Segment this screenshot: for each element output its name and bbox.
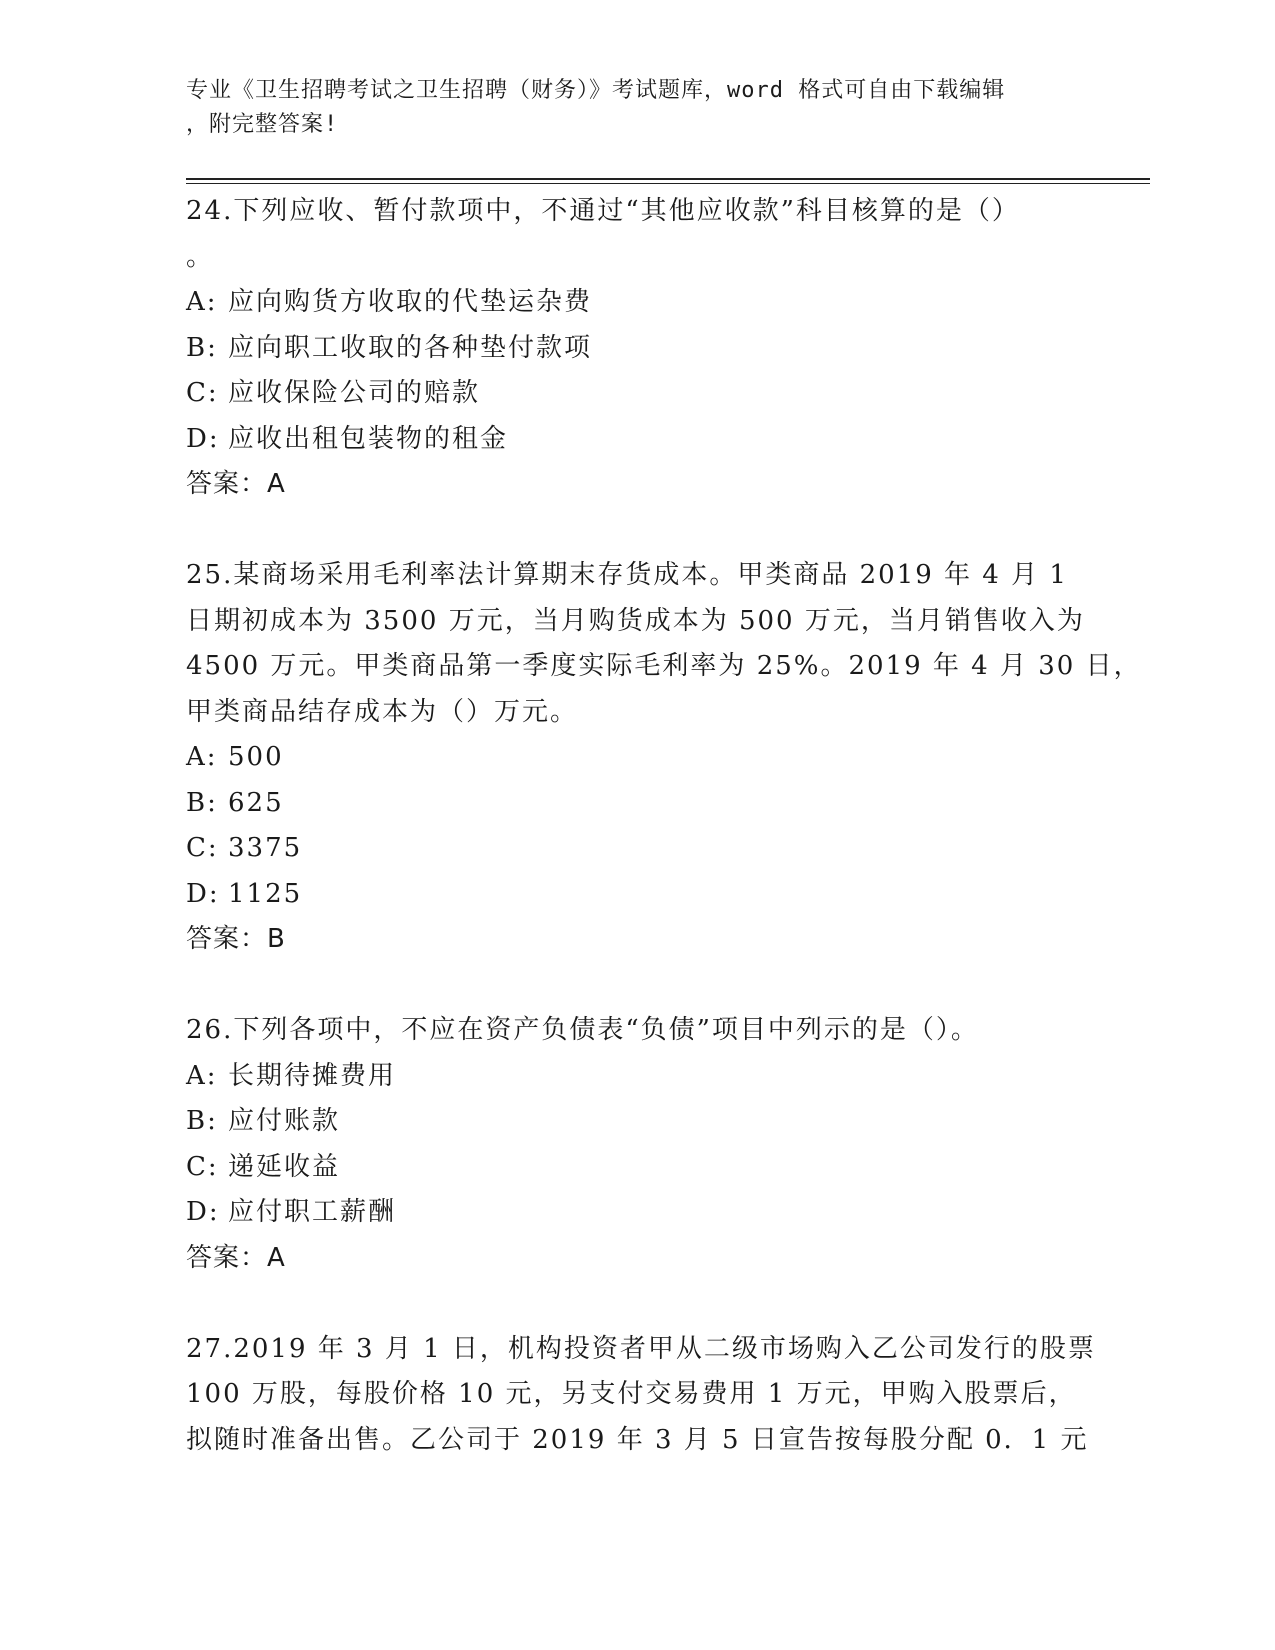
- question-stem-line: 27.2019 年 3 月 1 日，机构投资者甲从二级市场购入乙公司发行的股票: [186, 1333, 1096, 1364]
- option-a: [186, 280, 1086, 326]
- question-stem-line: 100 万股，每股价格 10 元，另支付交易费用 1 万元，甲购入股票后，: [186, 1379, 1077, 1409]
- option-key: A:: [186, 742, 218, 772]
- option-b: [186, 326, 1086, 372]
- option-c: [186, 826, 1086, 872]
- option-key: A:: [186, 287, 218, 317]
- option-key: A:: [186, 1060, 218, 1091]
- answer-line: 答案：A: [186, 1242, 286, 1273]
- question-26: [186, 1008, 1086, 1281]
- question-stem-line: 25.某商场采用毛利率法计算期末存货成本。甲类商品 2019 年 4 月 1: [186, 560, 1068, 590]
- option-key: B:: [186, 1106, 218, 1136]
- question-25: [186, 553, 1142, 963]
- option-d: [186, 1190, 1086, 1236]
- option-key: C:: [186, 833, 219, 863]
- option-b: [186, 781, 1086, 827]
- spacer: [186, 963, 1086, 1009]
- question-stem-line: 4500 万元。甲类商品第一季度实际毛利率为 25%。2019 年 4 月 30 日，: [186, 651, 1142, 681]
- question-stem-line: 26.下列各项中，不应在资产负债表“负债”项目中列示的是（）。: [186, 1015, 979, 1045]
- option-key: D:: [186, 423, 220, 454]
- option-text: 长期待摊费用: [228, 1060, 397, 1091]
- question-list: [186, 189, 1142, 1463]
- document-header: [186, 74, 1066, 142]
- option-key: C:: [186, 378, 219, 408]
- question-24: [186, 189, 1086, 508]
- question-stem-line: 。: [186, 241, 215, 272]
- option-c: [186, 371, 1086, 417]
- option-text: 应向职工收取的各种垫付款项: [228, 332, 593, 363]
- option-c: [186, 1145, 1086, 1191]
- question-stem-line: 拟随时准备出售。乙公司于 2019 年 3 月 5 日宣告按每股分配 0．1 元: [186, 1424, 1089, 1455]
- option-text: 500: [228, 742, 284, 772]
- option-text: 625: [228, 787, 284, 818]
- option-text: 应付账款: [228, 1106, 341, 1136]
- option-key: C:: [186, 1151, 219, 1182]
- option-a: [186, 735, 1086, 781]
- option-key: B:: [186, 787, 218, 818]
- option-text: 3375: [228, 833, 303, 863]
- answer-line: 答案：A: [186, 469, 286, 499]
- option-b: [186, 1099, 1086, 1145]
- header-rule-thin: [186, 183, 1150, 184]
- answer-line: 答案：B: [186, 924, 286, 954]
- option-text: 1125: [228, 878, 303, 909]
- question-stem-line: 甲类商品结存成本为（）万元。: [186, 696, 579, 727]
- option-text: 应付职工薪酬: [228, 1197, 397, 1227]
- option-key: D:: [186, 878, 220, 909]
- option-key: D:: [186, 1197, 220, 1227]
- question-27: [186, 1327, 1096, 1464]
- option-key: B:: [186, 332, 218, 363]
- option-text: 应收保险公司的赔款: [228, 378, 481, 408]
- option-d: [186, 417, 1086, 463]
- spacer: [186, 508, 1086, 554]
- header-line-2: ，附完整答案!: [186, 112, 339, 137]
- option-text: 应收出租包装物的租金: [228, 423, 509, 454]
- header-rule-thick: [186, 178, 1150, 180]
- spacer: [186, 1281, 1086, 1327]
- header-line-1: 专业《卫生招聘考试之卫生招聘（财务）》考试题库，word 格式可自由下载编辑: [186, 78, 1006, 103]
- question-stem-line: 24.下列应收、暂付款项中，不通过“其他应收款”科目核算的是（）: [186, 196, 1020, 226]
- option-a: [186, 1054, 1086, 1100]
- option-text: 应向购货方收取的代垫运杂费: [228, 287, 593, 317]
- option-d: [186, 872, 1086, 918]
- option-text: 递延收益: [228, 1151, 341, 1182]
- question-stem-line: 日期初成本为 3500 万元，当月购货成本为 500 万元，当月销售收入为: [186, 605, 1085, 636]
